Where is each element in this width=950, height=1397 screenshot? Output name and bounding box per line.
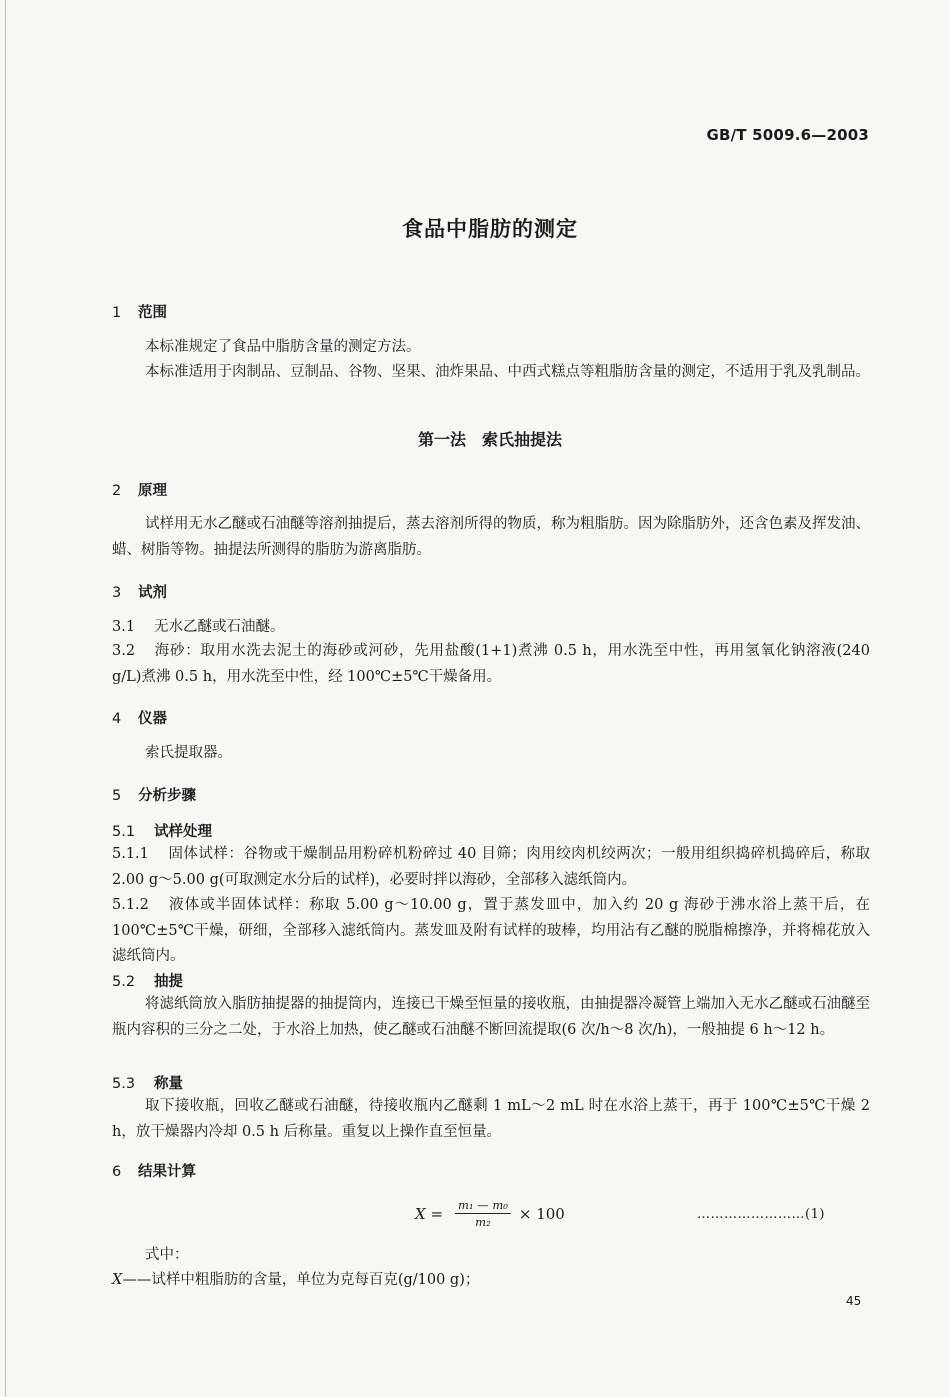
- method-title: [0, 427, 950, 450]
- item-text: 无水乙醚或石油醚。: [154, 619, 285, 635]
- item-number: 3.2: [112, 643, 136, 659]
- definition-symbol: X: [112, 1272, 123, 1288]
- subsection-5-3-heading: [112, 1072, 183, 1093]
- clause-5-1-2: [112, 893, 870, 970]
- section-number: 5: [112, 788, 122, 804]
- scan-edge-line: [5, 0, 6, 1397]
- section-number: 3: [112, 585, 122, 601]
- section-number: 5.2: [112, 974, 136, 990]
- subsection-5-1-heading: [112, 820, 212, 841]
- section-1-paragraph-1: 本标准规定了食品中脂肪含量的测定方法。: [145, 339, 421, 355]
- clause-5-3-paragraph: 取下接收瓶，回收乙醚或石油醚，待接收瓶内乙醚剩 1 mL～2 mL 时在水浴上蒸干，再于 100℃±5℃干燥 2 h，放干燥器内冷却 0.5 h 后称量。重复以上操作直至恒量。: [112, 1098, 870, 1140]
- section-title: 仪器: [138, 711, 167, 727]
- reagent-3-2: [112, 639, 870, 690]
- section-title: 原理: [138, 483, 167, 499]
- fat-content-formula: [415, 1198, 565, 1229]
- section-title: 结果计算: [138, 1164, 196, 1180]
- formula-rhs: × 100: [518, 1204, 565, 1223]
- method-part: 第一法: [417, 430, 466, 449]
- section-title: 试剂: [138, 585, 167, 601]
- where-label: 式中：: [145, 1247, 189, 1263]
- section-5-heading: [112, 784, 196, 805]
- section-number: 2: [112, 483, 122, 499]
- definition-text: ——试样中粗脂肪的含量，单位为克每百克(g/100 g)；: [122, 1272, 480, 1288]
- item-text: 固体试样：谷物或干燥制品用粉碎机粉碎过 40 目筛；肉用绞肉机绞两次；一般用组织捣碎机捣碎后，称取 2.00 g～5.00 g(可取测定水分后的试样)，必要时拌以海砂，全部移入滤纸筒内。: [112, 846, 870, 888]
- item-number: 5.1.2: [112, 897, 149, 913]
- reagent-3-1: [112, 615, 870, 641]
- section-4-paragraph: 索氏提取器。: [145, 745, 232, 761]
- section-number: 4: [112, 711, 122, 727]
- formula-denominator: m₂: [475, 1215, 491, 1229]
- subsection-5-2-heading: [112, 970, 183, 991]
- section-number: 5.3: [112, 1076, 136, 1092]
- formula-fraction: [455, 1198, 511, 1229]
- clause-5-2-paragraph: 将滤纸筒放入脂肪抽提器的抽提筒内，连接已干燥至恒量的接收瓶，由抽提器冷凝管上端加入无水乙醚或石油醚至瓶内容积的三分之二处，于水浴上加热，使乙醚或石油醚不断回流提取(6 次/h～8 次/h)，一般抽提 6 h～12 h。: [112, 996, 870, 1038]
- section-title: 范围: [138, 305, 167, 321]
- section-1-paragraph-2: 本标准适用于肉制品、豆制品、谷物、坚果、油炸果品、中西式糕点等粗脂肪含量的测定，不适用于乳及乳制品。: [145, 364, 870, 380]
- document-title: 食品中脂肪的测定: [402, 217, 578, 241]
- standard-number: GB/T 5009.6—2003: [706, 126, 869, 144]
- section-title: 分析步骤: [138, 788, 196, 804]
- item-number: 5.1.1: [112, 846, 149, 862]
- method-name: 索氏抽提法: [482, 430, 563, 449]
- formula-numerator: m₁ — m₀: [455, 1198, 511, 1214]
- item-text: 海砂：取用水洗去泥土的海砂或河砂，先用盐酸(1+1)煮沸 0.5 h，用水洗至中性，再用氢氧化钠溶液(240 g/L)煮沸 0.5 h，用水洗至中性，经 100℃±5℃干燥备用。: [112, 643, 870, 685]
- formula-lhs: X =: [415, 1204, 444, 1223]
- section-3-heading: [112, 581, 167, 602]
- section-2-paragraph: 试样用无水乙醚或石油醚等溶剂抽提后，蒸去溶剂所得的物质，称为粗脂肪。因为除脂肪外，还含色素及挥发油、蜡、树脂等物。抽提法所测得的脂肪为游离脂肪。: [112, 516, 870, 558]
- section-1-heading: [112, 301, 167, 322]
- clause-5-1-1: [112, 842, 870, 893]
- section-6-heading: [112, 1160, 196, 1181]
- item-number: 3.1: [112, 619, 136, 635]
- item-text: 液体或半固体试样：称取 5.00 g～10.00 g，置于蒸发皿中，加入约 20 g 海砂于沸水浴上蒸干后，在 100℃±5℃干燥，研细，全部移入滤纸筒内。蒸发皿及附有试样的玻棒，均用沾有乙醚的脱脂棉擦净，并将棉花放入滤纸筒内。: [112, 897, 870, 964]
- section-4-heading: [112, 707, 167, 728]
- section-number: 5.1: [112, 824, 136, 840]
- equation-number: ……………………(1): [697, 1207, 825, 1222]
- section-2-heading: [112, 479, 167, 500]
- section-title: 试样处理: [154, 824, 212, 840]
- section-title: 抽提: [154, 974, 183, 990]
- section-number: 6: [112, 1164, 122, 1180]
- section-title: 称量: [154, 1076, 183, 1092]
- definition-x: [112, 1268, 870, 1294]
- page-number: 45: [846, 1294, 862, 1308]
- section-number: 1: [112, 305, 122, 321]
